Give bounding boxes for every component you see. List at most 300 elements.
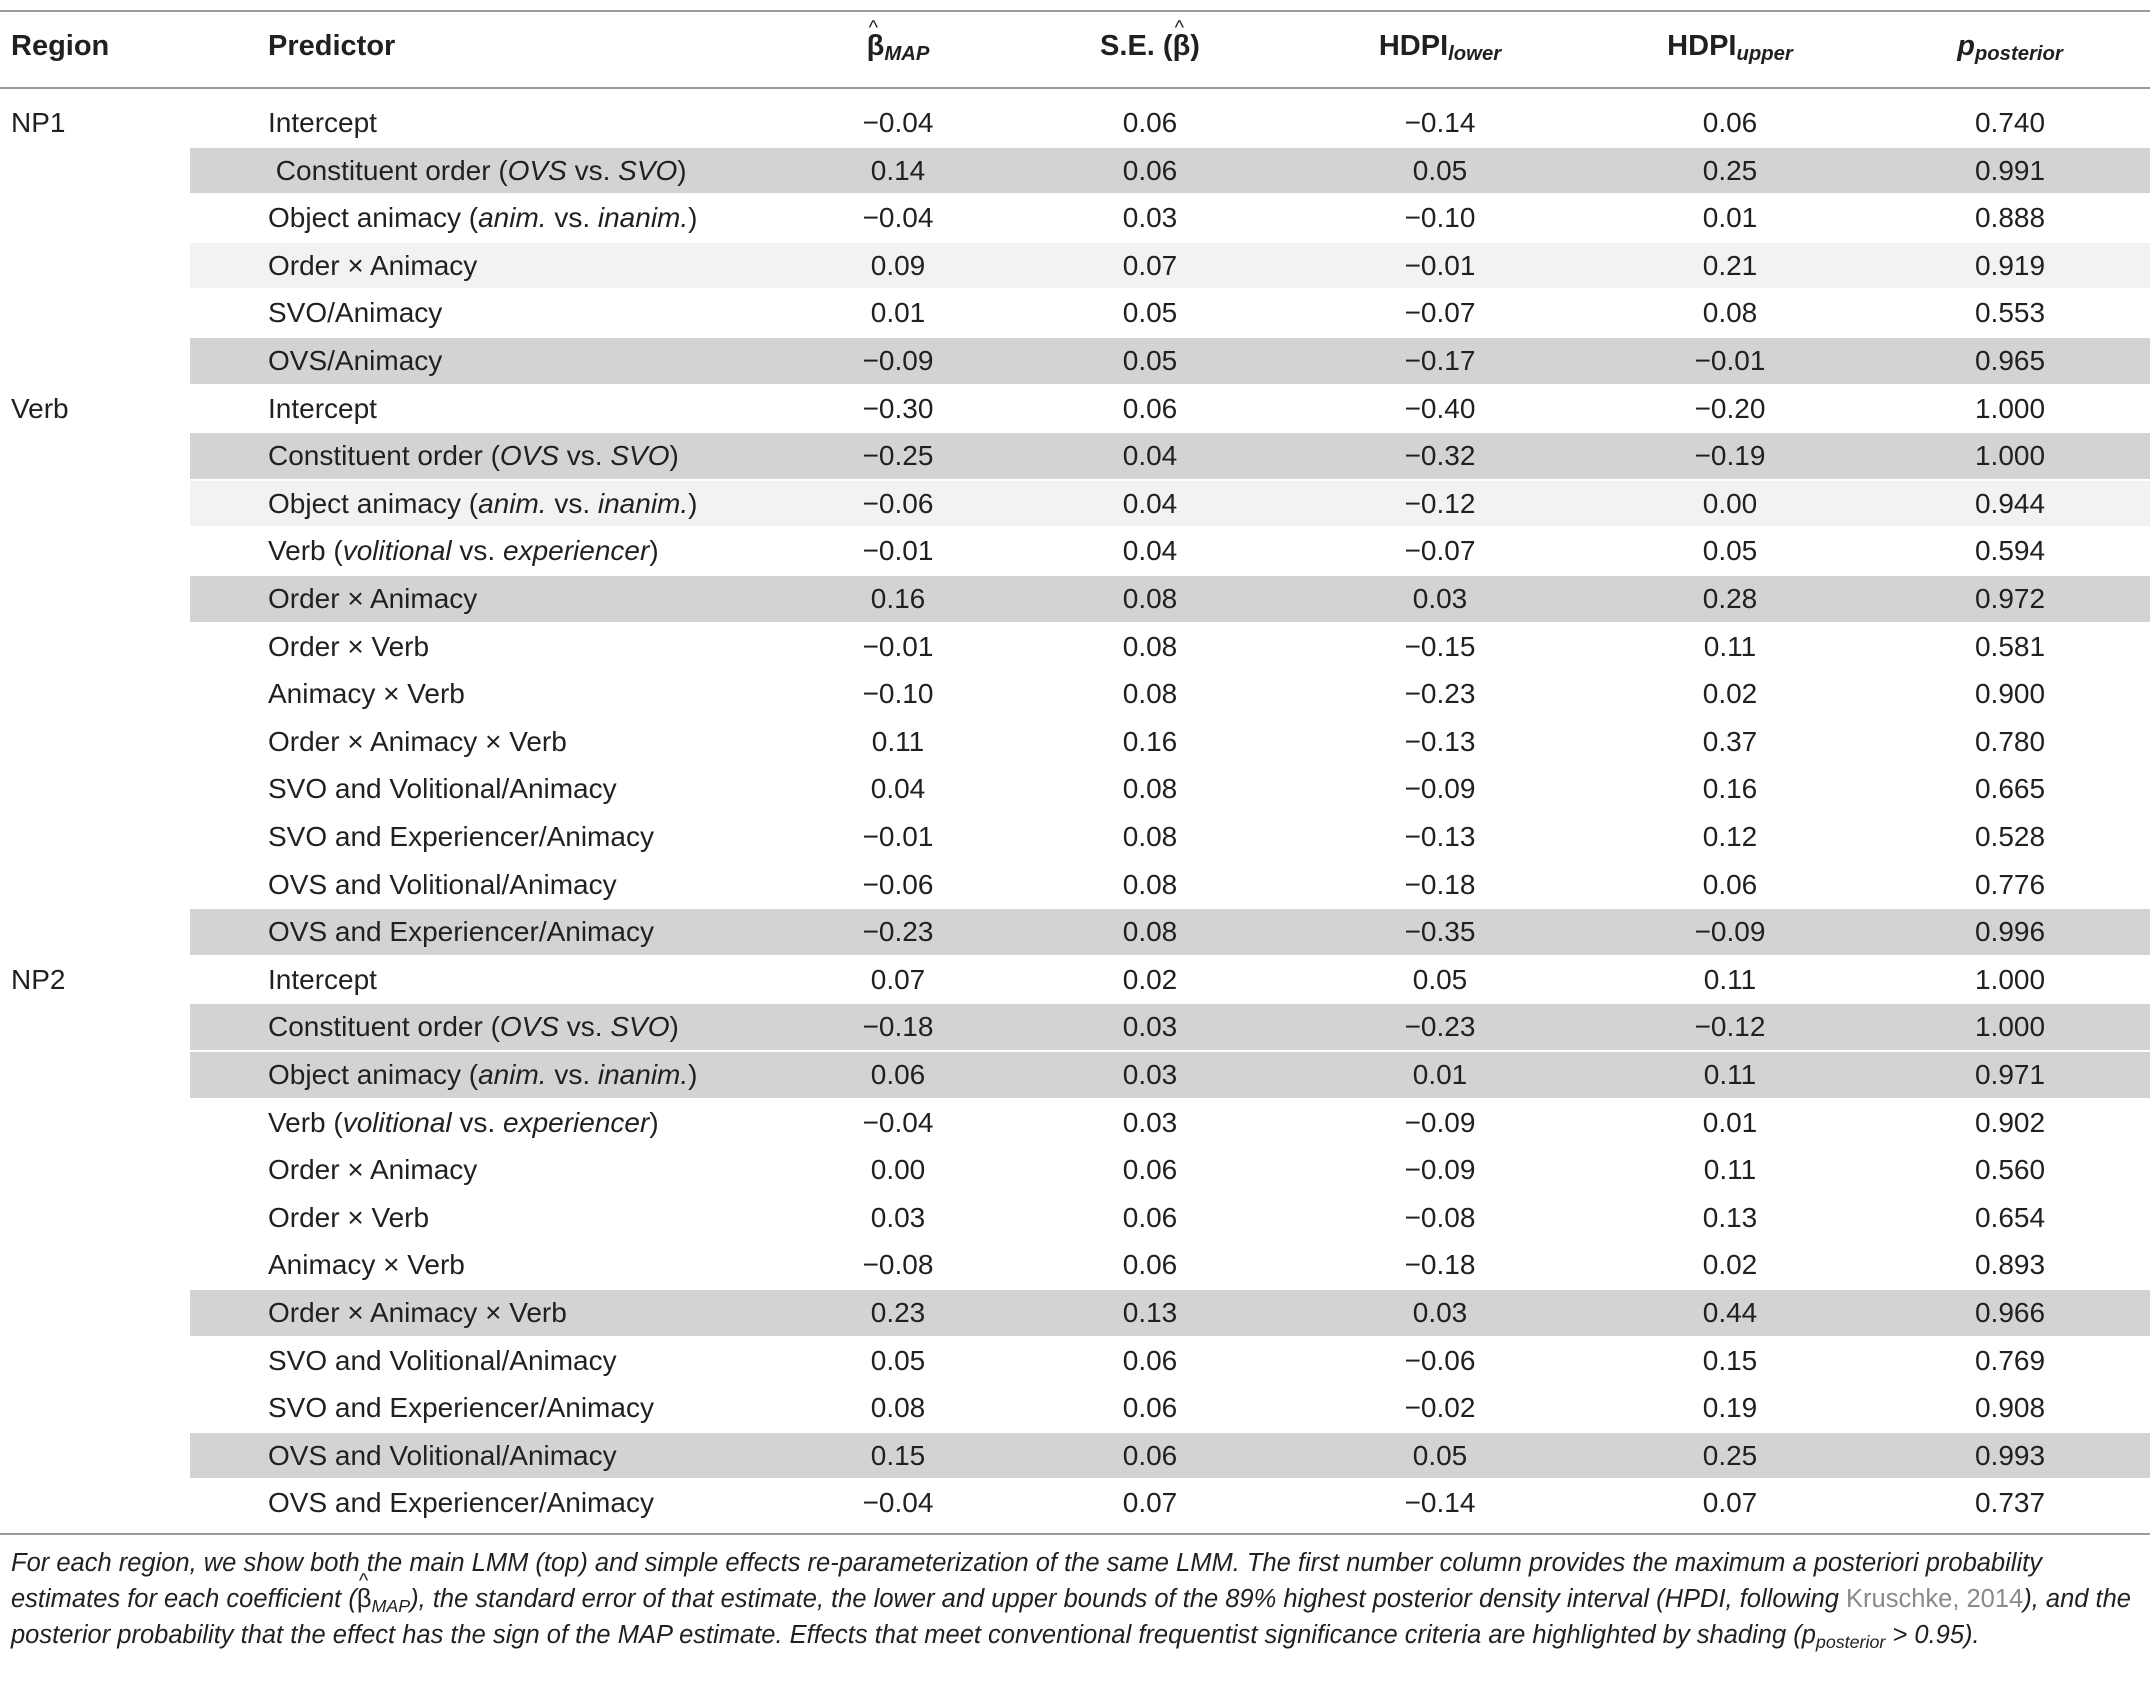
table-row (0, 289, 2150, 337)
beta-map-cell: −0.25 (862, 440, 934, 472)
table-row (0, 670, 2150, 718)
predictor-cell (268, 432, 679, 480)
predictor-text: Constituent order ( (268, 1011, 500, 1043)
table-top-rule (0, 10, 2150, 12)
se-suffix: ) (1190, 30, 1200, 62)
se-cell: 0.08 (1122, 583, 1178, 614)
table-row (0, 99, 2150, 147)
predictor-text: vs. (546, 1059, 598, 1090)
region-cell: NP2 (11, 963, 66, 995)
hdpi-upper-cell: 0.11 (1703, 1154, 1757, 1186)
header-bottom-rule (0, 87, 2150, 89)
table-row (0, 337, 2150, 385)
predictor-cell (268, 1099, 659, 1147)
se-cell: 0.07 (1122, 1487, 1178, 1519)
se-cell: 0.03 (1122, 1059, 1178, 1090)
table-row (0, 1051, 2150, 1099)
beta-map-cell: 0.00 (870, 1154, 926, 1186)
se-cell: 0.06 (1122, 392, 1178, 424)
predictor-text: anim. (478, 1059, 547, 1090)
table-row (0, 908, 2150, 956)
predictor-text: ) (649, 1106, 659, 1138)
predictor-text: Constituent order ( (268, 440, 500, 472)
beta-map-cell: 0.06 (870, 1059, 926, 1090)
predictor-text: Order × Verb (268, 1201, 430, 1233)
hdpi-upper-cell: 0.00 (1702, 487, 1758, 519)
hdpi-upper-cell: 0.08 (1702, 297, 1758, 329)
se-cell: 0.08 (1122, 773, 1178, 805)
beta-map-cell: −0.09 (862, 345, 934, 376)
beta-subscript: MAP (884, 43, 930, 65)
hdpi-upper-main: HDPI (1667, 30, 1737, 62)
predictor-text: OVS and Volitional/Animacy (268, 1439, 617, 1471)
hdpi-lower-cell: −0.18 (1404, 868, 1476, 900)
hdpi-lower-cell: 0.05 (1412, 963, 1468, 995)
p-posterior-cell: 0.996 (1974, 916, 2046, 948)
header-hdpi-lower (1379, 26, 1501, 66)
table-row (0, 1241, 2150, 1289)
se-cell: 0.16 (1122, 725, 1178, 757)
predictor-text: SVO and Volitional/Animacy (268, 773, 617, 805)
hdpi-lower-cell: −0.14 (1404, 107, 1476, 138)
predictor-cell (268, 813, 654, 861)
se-cell: 0.04 (1122, 440, 1178, 472)
beta-map-cell: 0.08 (870, 1392, 926, 1424)
table-row (0, 813, 2150, 861)
predictor-text: Order × Animacy (268, 583, 478, 614)
hdpi-lower-cell: −0.09 (1404, 773, 1476, 805)
predictor-text: ) (688, 1059, 698, 1090)
header-standard-error (1100, 26, 1200, 66)
header-p-posterior (1957, 26, 2063, 66)
hdpi-lower-cell: −0.40 (1404, 392, 1476, 424)
beta-map-cell: 0.01 (870, 297, 926, 329)
predictor-text: Order × Animacy (268, 249, 478, 281)
p-posterior-cell: 0.944 (1974, 487, 2046, 519)
hdpi-upper-cell: 0.28 (1702, 583, 1758, 614)
se-cell: 0.06 (1122, 1201, 1178, 1233)
hdpi-upper-cell: 0.02 (1702, 678, 1758, 710)
predictor-text: Order × Animacy × Verb (268, 1297, 567, 1328)
beta-map-cell: 0.09 (870, 249, 926, 281)
se-cell: 0.08 (1122, 868, 1178, 900)
hdpi-upper-cell: −0.12 (1694, 1011, 1766, 1043)
hdpi-upper-cell: 0.06 (1702, 868, 1758, 900)
p-posterior-cell: 0.888 (1974, 202, 2046, 234)
predictor-text: OVS (499, 440, 560, 472)
predictor-text: Animacy × Verb (268, 678, 465, 710)
beta-map-cell: 0.11 (871, 725, 925, 757)
predictor-text: SVO/Animacy (268, 297, 443, 329)
p-posterior-cell: 0.780 (1974, 725, 2046, 757)
table-row (0, 623, 2150, 671)
predictor-cell (268, 1051, 697, 1099)
predictor-cell (268, 623, 429, 671)
hdpi-upper-cell: 0.11 (1703, 630, 1757, 662)
hdpi-upper-cell: 0.25 (1702, 154, 1758, 186)
p-posterior-cell: 1.000 (1974, 392, 2046, 424)
predictor-text: Object animacy ( (268, 1059, 479, 1090)
hdpi-upper-cell: 0.13 (1702, 1201, 1758, 1233)
p-posterior-cell: 0.919 (1974, 249, 2046, 281)
predictor-text: vs. (546, 202, 598, 234)
hdpi-lower-cell: −0.14 (1404, 1487, 1476, 1519)
predictor-cell (268, 718, 567, 766)
predictor-text: SVO and Volitional/Animacy (268, 1344, 617, 1376)
predictor-text: OVS (499, 1011, 560, 1043)
citation-link[interactable]: Kruschke, 2014 (1846, 1585, 2024, 1613)
footnote-p-sub: posterior (1815, 1632, 1886, 1652)
header-beta-map (867, 26, 930, 66)
hdpi-lower-main: HDPI (1378, 30, 1449, 62)
predictor-cell (268, 1337, 617, 1385)
predictor-text: experiencer (503, 535, 650, 567)
predictor-text: Verb ( (268, 1106, 343, 1138)
hdpi-lower-cell: 0.05 (1412, 1439, 1468, 1471)
p-posterior-cell: 0.740 (1974, 107, 2046, 138)
beta-hat-symbol: ^ β (867, 26, 885, 66)
footnote-part2: ), the standard error of that estimate, the lower and upper bounds of the 89% highest posterior density interval (HPDI, following (410, 1585, 1847, 1613)
hdpi-lower-cell: −0.07 (1404, 535, 1476, 567)
se-cell: 0.08 (1122, 678, 1178, 710)
hdpi-upper-cell: 0.11 (1703, 963, 1757, 995)
table-row (0, 194, 2150, 242)
footnote-part3: ), and the posterior probability that the effect has the sign of the MAP estimate. Effects that meet conventional frequentist significance criteria are highlighted by shading (p (11, 1585, 2131, 1649)
beta-map-cell: 0.23 (870, 1297, 926, 1328)
footnote-part4: > 0.95). (1885, 1621, 1980, 1649)
se-cell: 0.04 (1122, 535, 1178, 567)
region-cell: Verb (11, 392, 69, 424)
predictor-cell (268, 99, 377, 147)
se-cell: 0.06 (1122, 1249, 1178, 1281)
se-cell: 0.08 (1122, 630, 1178, 662)
hdpi-upper-cell: 0.11 (1703, 1059, 1757, 1090)
hdpi-upper-cell: −0.20 (1694, 392, 1766, 424)
predictor-cell (268, 575, 477, 623)
hdpi-upper-cell: 0.44 (1702, 1297, 1758, 1328)
predictor-text: vs. (546, 487, 598, 519)
beta-map-cell: −0.08 (862, 1249, 934, 1281)
p-posterior-cell: 0.971 (1974, 1059, 2046, 1090)
hdpi-lower-cell: −0.13 (1404, 725, 1476, 757)
hdpi-lower-cell: −0.18 (1404, 1249, 1476, 1281)
predictor-cell (268, 194, 697, 242)
predictor-text: ) (688, 487, 698, 519)
table-row (0, 1194, 2150, 1242)
se-cell: 0.06 (1122, 1439, 1178, 1471)
predictor-cell (268, 1194, 429, 1242)
p-posterior-cell: 0.966 (1974, 1297, 2046, 1328)
predictor-text: Intercept (268, 107, 377, 138)
beta-map-cell: −0.04 (862, 1106, 934, 1138)
hdpi-upper-cell: 0.06 (1702, 107, 1758, 138)
table-row (0, 147, 2150, 195)
predictor-text: ) (669, 1011, 679, 1043)
table-row (0, 1003, 2150, 1051)
p-posterior-cell: 0.893 (1974, 1249, 2046, 1281)
hdpi-upper-cell: 0.37 (1702, 725, 1758, 757)
table-row (0, 1479, 2150, 1527)
se-prefix: S.E. ( (1100, 30, 1173, 62)
table-row (0, 956, 2150, 1004)
predictor-text: ) (688, 202, 698, 234)
p-posterior-cell: 1.000 (1974, 963, 2046, 995)
predictor-cell (268, 1146, 477, 1194)
table-row (0, 1099, 2150, 1147)
table-row (0, 1146, 2150, 1194)
predictor-cell (268, 670, 465, 718)
table-row (0, 432, 2150, 480)
beta-map-cell: −0.10 (862, 678, 934, 710)
hdpi-lower-cell: −0.13 (1404, 821, 1476, 852)
table-row (0, 1384, 2150, 1432)
hdpi-upper-cell: 0.02 (1702, 1249, 1758, 1281)
hdpi-lower-cell: −0.02 (1404, 1392, 1476, 1424)
table-row (0, 1432, 2150, 1480)
hdpi-lower-cell: −0.15 (1404, 630, 1476, 662)
se-cell: 0.13 (1122, 1297, 1178, 1328)
table-row (0, 527, 2150, 575)
predictor-text: inanim. (597, 487, 689, 519)
table-row (0, 1289, 2150, 1337)
se-cell: 0.05 (1122, 345, 1178, 376)
p-posterior-cell: 0.560 (1974, 1154, 2046, 1186)
predictor-text: Animacy × Verb (268, 1249, 465, 1281)
hdpi-upper-cell: −0.01 (1694, 345, 1766, 376)
se-cell: 0.06 (1122, 107, 1178, 138)
predictor-text: vs. (451, 1106, 503, 1138)
table-row (0, 765, 2150, 813)
beta-map-cell: −0.23 (862, 916, 934, 948)
predictor-text: OVS and Experiencer/Animacy (268, 916, 654, 948)
predictor-text: Object animacy ( (268, 202, 479, 234)
p-posterior-cell: 1.000 (1974, 1011, 2046, 1043)
predictor-text: ) (669, 440, 679, 472)
se-cell: 0.06 (1122, 1344, 1178, 1376)
hdpi-lower-cell: −0.10 (1404, 202, 1476, 234)
p-posterior-cell: 0.594 (1974, 535, 2046, 567)
predictor-cell (268, 956, 377, 1004)
hdpi-lower-cell: −0.23 (1404, 678, 1476, 710)
p-posterior-cell: 0.665 (1974, 773, 2046, 805)
table-footnote (11, 1545, 2131, 1653)
hdpi-upper-cell: −0.19 (1694, 440, 1766, 472)
se-cell: 0.02 (1122, 963, 1178, 995)
hdpi-upper-cell: 0.12 (1702, 821, 1758, 852)
p-sub: posterior (1974, 43, 2063, 65)
beta-map-cell: 0.03 (870, 1201, 926, 1233)
beta-map-cell: −0.04 (862, 107, 934, 138)
predictor-text: Verb ( (268, 535, 343, 567)
hdpi-upper-cell: 0.01 (1702, 1106, 1758, 1138)
p-posterior-cell: 0.581 (1974, 630, 2046, 662)
predictor-text: Intercept (268, 392, 377, 424)
table-row (0, 718, 2150, 766)
se-cell: 0.06 (1122, 154, 1178, 186)
predictor-text: SVO and Experiencer/Animacy (268, 1392, 654, 1424)
table-row (0, 480, 2150, 528)
se-cell: 0.06 (1122, 1154, 1178, 1186)
hdpi-upper-cell: 0.07 (1702, 1487, 1758, 1519)
hdpi-upper-cell: 0.15 (1702, 1344, 1758, 1376)
beta-map-cell: 0.14 (870, 154, 926, 186)
predictor-cell (268, 1003, 679, 1051)
beta-map-cell: −0.06 (862, 868, 934, 900)
p-posterior-cell: 0.654 (1974, 1201, 2046, 1233)
predictor-text: volitional (342, 535, 452, 567)
predictor-text: OVS and Volitional/Animacy (268, 868, 617, 900)
p-main: p (1957, 30, 1975, 62)
predictor-cell (268, 385, 377, 433)
beta-map-cell: 0.05 (870, 1344, 926, 1376)
hdpi-upper-cell: 0.05 (1702, 535, 1758, 567)
se-cell: 0.04 (1122, 487, 1178, 519)
predictor-text: vs. (566, 154, 619, 186)
predictor-text: OVS (507, 154, 567, 186)
beta-map-cell: 0.07 (870, 963, 926, 995)
hdpi-lower-cell: 0.01 (1412, 1059, 1468, 1090)
beta-map-cell: −0.30 (862, 392, 934, 424)
header-hdpi-upper (1667, 26, 1793, 66)
hdpi-lower-cell: 0.03 (1412, 1297, 1468, 1328)
predictor-cell (268, 908, 654, 956)
predictor-cell (268, 1432, 617, 1480)
hdpi-upper-cell: 0.21 (1702, 249, 1758, 281)
predictor-text: Order × Verb (268, 630, 430, 662)
predictor-cell (268, 765, 617, 813)
table-row (0, 575, 2150, 623)
predictor-text: inanim. (597, 1059, 689, 1090)
table-row (0, 861, 2150, 909)
beta-map-cell: −0.01 (862, 535, 934, 567)
hdpi-upper-cell: 0.19 (1702, 1392, 1758, 1424)
predictor-cell (268, 242, 477, 290)
p-posterior-cell: 0.972 (1974, 583, 2046, 614)
p-posterior-cell: 0.528 (1974, 821, 2046, 852)
beta-map-cell: −0.04 (862, 1487, 934, 1519)
beta-map-cell: 0.16 (870, 583, 926, 614)
hdpi-lower-cell: −0.17 (1404, 345, 1476, 376)
beta-map-cell: 0.15 (870, 1439, 926, 1471)
se-cell: 0.05 (1122, 297, 1178, 329)
p-posterior-cell: 0.908 (1974, 1392, 2046, 1424)
se-cell: 0.06 (1122, 1392, 1178, 1424)
hdpi-lower-cell: −0.23 (1404, 1011, 1476, 1043)
predictor-text: anim. (478, 487, 547, 519)
header-predictor: Predictor (268, 30, 396, 62)
predictor-text: Object animacy ( (268, 487, 479, 519)
beta-map-cell: −0.18 (862, 1011, 934, 1043)
predictor-text: Order × Animacy × Verb (268, 725, 567, 757)
predictor-text: Intercept (268, 963, 377, 995)
hdpi-upper-cell: −0.09 (1694, 916, 1766, 948)
se-cell: 0.03 (1122, 1011, 1178, 1043)
p-posterior-cell: 0.900 (1974, 678, 2046, 710)
predictor-text: SVO (610, 440, 670, 472)
hdpi-upper-cell: 0.16 (1702, 773, 1758, 805)
hdpi-lower-cell: −0.09 (1404, 1106, 1476, 1138)
se-beta-hat-symbol: ^ β (1173, 26, 1191, 66)
predictor-text: vs. (451, 535, 503, 567)
p-posterior-cell: 0.737 (1974, 1487, 2046, 1519)
predictor-cell (268, 527, 659, 575)
predictor-text: vs. (559, 1011, 611, 1043)
predictor-cell (268, 1384, 654, 1432)
p-posterior-cell: 0.965 (1974, 345, 2046, 376)
table-row (0, 385, 2150, 433)
beta-map-cell: 0.04 (870, 773, 926, 805)
predictor-cell (268, 1289, 567, 1337)
predictor-text: experiencer (503, 1106, 650, 1138)
hdpi-lower-cell: 0.03 (1412, 583, 1468, 614)
p-posterior-cell: 0.993 (1974, 1439, 2046, 1471)
se-cell: 0.08 (1122, 916, 1178, 948)
beta-map-cell: −0.04 (862, 202, 934, 234)
header-region: Region (11, 30, 110, 62)
predictor-text: vs. (559, 440, 611, 472)
p-posterior-cell: 0.553 (1974, 297, 2046, 329)
beta-map-cell: −0.01 (862, 821, 934, 852)
predictor-cell (268, 861, 617, 909)
hdpi-lower-cell: −0.35 (1404, 916, 1476, 948)
footnote-beta-sub: MAP (371, 1596, 411, 1616)
predictor-cell (268, 289, 442, 337)
predictor-cell (268, 480, 697, 528)
table-row (0, 242, 2150, 290)
predictor-text: SVO (610, 1011, 670, 1043)
predictor-text: anim. (478, 202, 547, 234)
beta-map-cell: −0.01 (862, 630, 934, 662)
hdpi-lower-cell: −0.08 (1404, 1201, 1476, 1233)
se-cell: 0.03 (1122, 1106, 1178, 1138)
region-cell: NP1 (11, 107, 66, 138)
se-cell: 0.08 (1122, 821, 1178, 852)
hdpi-lower-cell: −0.09 (1404, 1154, 1476, 1186)
predictor-text: ) (649, 535, 659, 567)
p-posterior-cell: 0.902 (1974, 1106, 2046, 1138)
predictor-cell (268, 147, 687, 195)
predictor-text: Order × Animacy (268, 1154, 478, 1186)
hdpi-lower-cell: −0.06 (1404, 1344, 1476, 1376)
hdpi-lower-cell: 0.05 (1412, 154, 1468, 186)
hdpi-lower-cell: −0.12 (1404, 487, 1476, 519)
predictor-cell (268, 337, 442, 385)
beta-map-cell: −0.06 (862, 487, 934, 519)
predictor-text: OVS and Experiencer/Animacy (268, 1487, 654, 1519)
p-posterior-cell: 0.776 (1974, 868, 2046, 900)
predictor-text: inanim. (597, 202, 689, 234)
predictor-text: SVO and Experiencer/Animacy (268, 821, 654, 852)
p-posterior-cell: 1.000 (1974, 440, 2046, 472)
predictor-text: SVO (618, 154, 678, 186)
hdpi-lower-cell: −0.07 (1404, 297, 1476, 329)
footnote-beta-hat: ^ β (357, 1581, 372, 1617)
hdpi-upper-cell: 0.01 (1702, 202, 1758, 234)
predictor-text: volitional (342, 1106, 452, 1138)
hdpi-lower-cell: −0.01 (1404, 249, 1476, 281)
footnote-part1: For each region, we show both the main LMM (top) and simple effects re-parameterization of the same LMM. The first number column provides the maximum a posteriori probability estimates for each coefficient ( (11, 1549, 2042, 1613)
se-cell: 0.03 (1122, 202, 1178, 234)
hdpi-upper-cell: 0.25 (1702, 1439, 1758, 1471)
predictor-cell (268, 1479, 654, 1527)
predictor-text: Constituent order ( (268, 154, 508, 186)
p-posterior-cell: 0.769 (1974, 1344, 2046, 1376)
hdpi-lower-cell: −0.32 (1404, 440, 1476, 472)
predictor-cell (268, 1241, 465, 1289)
p-posterior-cell: 0.991 (1974, 154, 2046, 186)
hdpi-lower-sub: lower (1448, 43, 1502, 65)
predictor-text: OVS/Animacy (268, 345, 443, 376)
